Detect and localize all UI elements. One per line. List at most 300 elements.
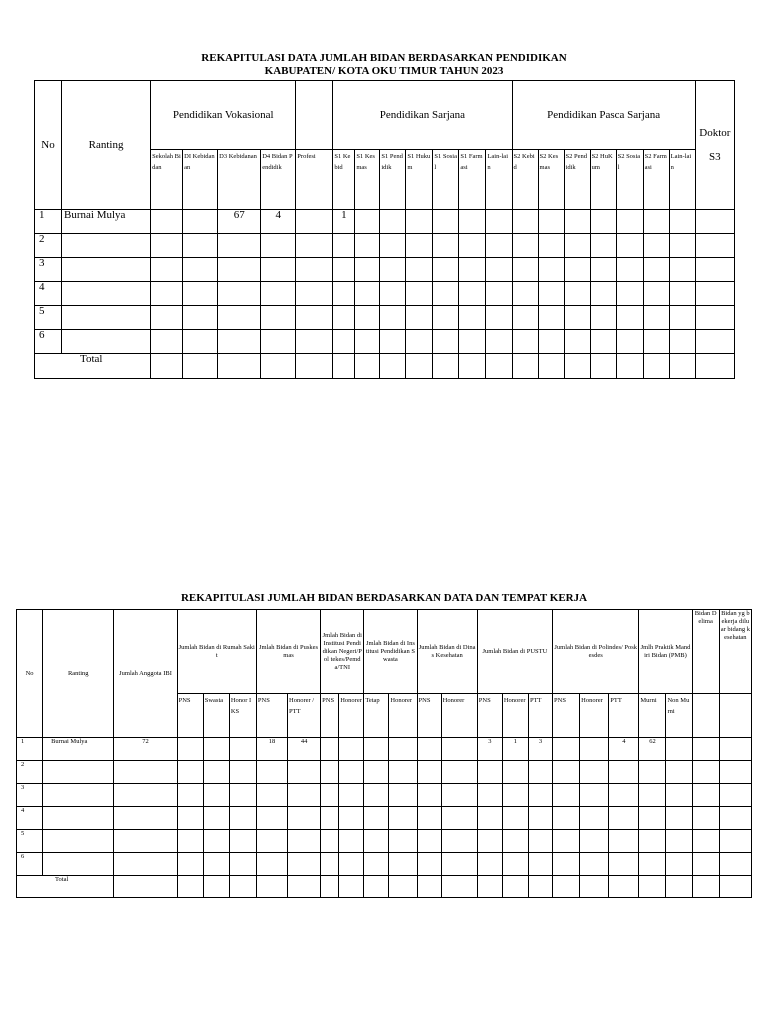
cell-d3	[218, 330, 261, 354]
cell-d4	[261, 282, 296, 306]
cell-pol-ptt	[609, 761, 639, 784]
cell-luar	[719, 830, 751, 853]
t2-ranting-header: Ranting	[43, 610, 114, 738]
cell-s1-pendidik	[380, 210, 406, 234]
cell-rs-pns	[177, 853, 203, 876]
cell-s1-kebid	[333, 234, 355, 258]
cell-pustu-ptt	[528, 830, 552, 853]
cell-s1-kesmas	[355, 258, 380, 282]
cell-pmb-non	[666, 738, 692, 761]
cell-pmb-murni	[639, 761, 666, 784]
cell-luar	[719, 738, 751, 761]
cell-neg-honor	[339, 853, 364, 876]
subheader-profesi: Profesi	[296, 150, 333, 210]
cell-sw-tetap	[364, 807, 389, 830]
cell-d4	[261, 330, 296, 354]
cell-d3	[218, 258, 261, 282]
cell-s1-farmasi	[459, 282, 486, 306]
cell-ranting	[43, 830, 114, 853]
cell-pol-honor	[580, 761, 609, 784]
total-cell	[333, 354, 355, 379]
table1-title-line1: REKAPITULASI DATA JUMLAH BIDAN BERDASARKAN PENDIDIKAN	[201, 52, 567, 64]
total-cell	[218, 354, 261, 379]
total-cell	[177, 876, 203, 898]
cell-s2-kebid	[512, 330, 538, 354]
cell-sw-tetap	[364, 738, 389, 761]
cell-pusk-honor: 44	[288, 738, 321, 761]
s3-label: S3	[709, 151, 721, 163]
cell-pustu-pns	[477, 853, 502, 876]
cell-pusk-pns	[256, 853, 287, 876]
total-cell	[417, 876, 441, 898]
cell-rs-swasta	[203, 784, 229, 807]
table-row	[17, 784, 752, 807]
cell-no: 6	[35, 330, 62, 354]
cell-di	[183, 282, 218, 306]
cell-pol-honor	[580, 830, 609, 853]
t2-sub-swasta-honorer: Honorer	[389, 694, 417, 738]
cell-s1-pendidik	[380, 282, 406, 306]
cell-s2-lain	[669, 258, 695, 282]
cell-sw-honor	[389, 830, 417, 853]
cell-pol-pns	[553, 738, 580, 761]
cell-s1-hukum	[406, 234, 433, 258]
cell-pmb-non	[666, 761, 692, 784]
cell-s1-farmasi	[459, 258, 486, 282]
cell-profesi	[296, 306, 333, 330]
cell-s2-pendidik	[564, 210, 590, 234]
cell-s1-pendidik	[380, 234, 406, 258]
t2-institusi-swasta-header: Jmlah Bidan di Institusi Pendidikan Swasta	[364, 610, 417, 694]
cell-neg-honor	[339, 761, 364, 784]
subheader-s2-kebid: S2 Kebid	[512, 150, 538, 210]
cell-s2-kebid	[512, 258, 538, 282]
cell-pol-pns	[553, 830, 580, 853]
cell-pusk-pns	[256, 761, 287, 784]
cell-s1-lain	[486, 258, 512, 282]
total-cell	[553, 876, 580, 898]
t2-sub-pustu-pns: PNS	[477, 694, 502, 738]
subheader-s2-farmasi: S2 Farmasi	[643, 150, 669, 210]
total-cell	[695, 354, 734, 379]
cell-pustu-honor	[502, 830, 528, 853]
cell-s1-kesmas	[355, 210, 380, 234]
total-cell	[609, 876, 639, 898]
doktor-label: Doktor	[699, 127, 731, 139]
total-cell	[389, 876, 417, 898]
total-cell	[296, 354, 333, 379]
table-row	[35, 330, 735, 354]
cell-anggota	[114, 807, 177, 830]
cell-pol-pns	[553, 807, 580, 830]
cell-rs-pns	[177, 807, 203, 830]
cell-neg-honor	[339, 807, 364, 830]
cell-pusk-honor	[288, 784, 321, 807]
cell-din-honor	[441, 807, 477, 830]
cell-s1-lain	[486, 210, 512, 234]
cell-pol-honor	[580, 853, 609, 876]
cell-s1-hukum	[406, 210, 433, 234]
cell-s1-lain	[486, 282, 512, 306]
total-cell	[512, 354, 538, 379]
vokasional-header: Pendidikan Vokasional	[151, 81, 296, 150]
cell-s2-kesmas	[538, 234, 564, 258]
cell-pol-ptt: 4	[609, 738, 639, 761]
cell-pmb-non	[666, 853, 692, 876]
total-cell	[639, 876, 666, 898]
subheader-s2-sosial: S2 Sosial	[616, 150, 643, 210]
cell-s1-pendidik	[380, 330, 406, 354]
cell-sw-honor	[389, 784, 417, 807]
table-row	[17, 761, 752, 784]
t2-sub-delima	[692, 694, 719, 738]
cell-no: 5	[35, 306, 62, 330]
cell-d4	[261, 234, 296, 258]
t2-pmb-header: Jmlh Praktik Mandiri Bidan (PMB)	[639, 610, 692, 694]
cell-no: 2	[35, 234, 62, 258]
subheader-s2-kesmas: S2 Kesmas	[538, 150, 564, 210]
total-label: Total	[35, 354, 151, 379]
t2-sub-pmb-non-murni: Non Murni	[666, 694, 692, 738]
cell-pusk-honor	[288, 807, 321, 830]
cell-d4	[261, 258, 296, 282]
cell-delima	[692, 761, 719, 784]
cell-ranting	[43, 784, 114, 807]
cell-pmb-murni	[639, 853, 666, 876]
cell-s1-kebid	[333, 306, 355, 330]
cell-din-honor	[441, 830, 477, 853]
cell-profesi	[296, 210, 333, 234]
cell-delima	[692, 807, 719, 830]
cell-s2-hukum	[590, 258, 616, 282]
cell-rs-honor	[229, 761, 256, 784]
cell-pustu-pns	[477, 830, 502, 853]
cell-neg-pns	[321, 807, 339, 830]
cell-no: 1	[35, 210, 62, 234]
cell-sw-tetap	[364, 784, 389, 807]
cell-s2-lain	[669, 306, 695, 330]
cell-neg-pns	[321, 853, 339, 876]
cell-d4	[261, 306, 296, 330]
cell-s1-kebid	[333, 258, 355, 282]
cell-pmb-non	[666, 784, 692, 807]
table-row	[17, 830, 752, 853]
cell-ranting: Burnai Mulya	[43, 738, 114, 761]
cell-pusk-honor	[288, 853, 321, 876]
cell-s1-farmasi	[459, 210, 486, 234]
cell-rs-pns	[177, 761, 203, 784]
cell-s2-farmasi	[643, 210, 669, 234]
cell-s1-sosial	[433, 258, 459, 282]
cell-din-honor	[441, 853, 477, 876]
cell-neg-pns	[321, 830, 339, 853]
cell-no: 4	[17, 807, 43, 830]
cell-di	[183, 210, 218, 234]
doktor-header	[695, 81, 734, 210]
cell-sekolah-bidan	[151, 282, 183, 306]
cell-s1-hukum	[406, 330, 433, 354]
cell-doktor	[695, 234, 734, 258]
t2-luar-header: Bidan yg bekerja diluar bidang kesehatan	[719, 610, 751, 694]
cell-rs-pns	[177, 738, 203, 761]
cell-pmb-murni	[639, 784, 666, 807]
total-cell	[477, 876, 502, 898]
cell-ranting	[43, 807, 114, 830]
total-cell	[114, 876, 177, 898]
total-cell	[406, 354, 433, 379]
cell-ranting	[43, 761, 114, 784]
cell-rs-swasta	[203, 761, 229, 784]
subheader-d3-kebidanan: D3 Kebidanan	[218, 150, 261, 210]
cell-s1-kebid	[333, 330, 355, 354]
cell-pusk-pns	[256, 830, 287, 853]
total-cell	[528, 876, 552, 898]
cell-s2-farmasi	[643, 258, 669, 282]
total-cell	[590, 354, 616, 379]
cell-pmb-murni	[639, 830, 666, 853]
cell-s2-pendidik	[564, 282, 590, 306]
total-cell	[692, 876, 719, 898]
cell-s1-sosial	[433, 306, 459, 330]
cell-neg-pns	[321, 784, 339, 807]
t2-delima-header: Bidan Delima	[692, 610, 719, 694]
education-recap-table	[34, 80, 735, 379]
t2-sub-pustu-honorer: Honorer	[502, 694, 528, 738]
cell-s2-kebid	[512, 282, 538, 306]
cell-s2-hukum	[590, 210, 616, 234]
cell-sw-honor	[389, 807, 417, 830]
cell-s1-pendidik	[380, 258, 406, 282]
cell-pustu-pns	[477, 807, 502, 830]
cell-ranting	[62, 282, 151, 306]
total-row	[17, 876, 752, 898]
cell-profesi	[296, 282, 333, 306]
table-row	[35, 210, 735, 234]
cell-luar	[719, 853, 751, 876]
cell-s2-pendidik	[564, 306, 590, 330]
cell-anggota	[114, 830, 177, 853]
t2-sub-rs-swasta: Swasta	[203, 694, 229, 738]
total-cell	[380, 354, 406, 379]
table-row	[35, 306, 735, 330]
total-cell	[719, 876, 751, 898]
cell-s2-sosial	[616, 258, 643, 282]
cell-s2-kebid	[512, 234, 538, 258]
cell-pusk-honor	[288, 761, 321, 784]
cell-s2-sosial	[616, 282, 643, 306]
cell-s1-sosial	[433, 282, 459, 306]
cell-pustu-ptt	[528, 784, 552, 807]
cell-s1-sosial	[433, 234, 459, 258]
cell-s1-hukum	[406, 258, 433, 282]
total-cell	[486, 354, 512, 379]
cell-pol-ptt	[609, 807, 639, 830]
total-cell	[433, 354, 459, 379]
t2-sub-pmb-murni: Murni	[639, 694, 666, 738]
cell-s2-lain	[669, 282, 695, 306]
cell-s2-pendidik	[564, 258, 590, 282]
cell-profesi	[296, 330, 333, 354]
cell-rs-pns	[177, 830, 203, 853]
total-cell	[203, 876, 229, 898]
cell-s2-kesmas	[538, 282, 564, 306]
table1-title	[0, 52, 768, 78]
table-row	[17, 738, 752, 761]
no-header: No	[35, 81, 62, 210]
cell-neg-honor	[339, 784, 364, 807]
cell-s1-kebid: 1	[333, 210, 355, 234]
total-cell	[564, 354, 590, 379]
total-cell	[669, 354, 695, 379]
cell-s2-pendidik	[564, 330, 590, 354]
t2-sub-pol-honorer: Honorer	[580, 694, 609, 738]
cell-no: 2	[17, 761, 43, 784]
cell-ranting: Burnai Mulya	[62, 210, 151, 234]
cell-sw-tetap	[364, 761, 389, 784]
cell-profesi	[296, 258, 333, 282]
t2-sub-pol-pns: PNS	[553, 694, 580, 738]
subheader-d4-bidan-pendidik: D4 Bidan Pendidik	[261, 150, 296, 210]
cell-pmb-non	[666, 807, 692, 830]
cell-sekolah-bidan	[151, 330, 183, 354]
cell-s2-kesmas	[538, 210, 564, 234]
cell-rs-honor	[229, 784, 256, 807]
cell-s2-kesmas	[538, 258, 564, 282]
cell-luar	[719, 761, 751, 784]
cell-s2-farmasi	[643, 282, 669, 306]
cell-s1-kesmas	[355, 282, 380, 306]
cell-rs-honor	[229, 853, 256, 876]
t2-pustu-header: Jumlah Bidan di PUSTU	[477, 610, 552, 694]
cell-din-honor	[441, 784, 477, 807]
cell-d3: 67	[218, 210, 261, 234]
cell-s2-sosial	[616, 330, 643, 354]
cell-pol-ptt	[609, 853, 639, 876]
cell-rs-honor	[229, 807, 256, 830]
cell-s2-kebid	[512, 306, 538, 330]
cell-rs-pns	[177, 784, 203, 807]
cell-pusk-pns	[256, 807, 287, 830]
cell-pmb-murni: 62	[639, 738, 666, 761]
total-cell	[355, 354, 380, 379]
cell-s1-farmasi	[459, 234, 486, 258]
cell-sekolah-bidan	[151, 234, 183, 258]
t2-sub-pusk-pns: PNS	[256, 694, 287, 738]
cell-din-pns	[417, 807, 441, 830]
cell-s2-kesmas	[538, 306, 564, 330]
cell-pol-honor	[580, 807, 609, 830]
cell-rs-swasta	[203, 738, 229, 761]
cell-pustu-ptt: 3	[528, 738, 552, 761]
cell-pol-pns	[553, 761, 580, 784]
cell-profesi	[296, 234, 333, 258]
cell-doktor	[695, 306, 734, 330]
total-cell	[538, 354, 564, 379]
cell-s2-hukum	[590, 234, 616, 258]
cell-d3	[218, 306, 261, 330]
cell-d3	[218, 234, 261, 258]
cell-pustu-honor	[502, 761, 528, 784]
cell-sekolah-bidan	[151, 210, 183, 234]
cell-din-honor	[441, 738, 477, 761]
cell-s2-lain	[669, 234, 695, 258]
total-label: Total	[17, 876, 114, 898]
cell-ranting	[62, 258, 151, 282]
cell-delima	[692, 830, 719, 853]
subheader-s1-kesmas: S1 Kesmas	[355, 150, 380, 210]
cell-ranting	[62, 330, 151, 354]
cell-pusk-pns	[256, 784, 287, 807]
cell-s2-farmasi	[643, 330, 669, 354]
t2-sub-dinkes-pns: PNS	[417, 694, 441, 738]
cell-pustu-pns	[477, 761, 502, 784]
subheader-s1-hukum: S1 Hukum	[406, 150, 433, 210]
cell-rs-swasta	[203, 853, 229, 876]
t2-sub-pol-ptt: PTT	[609, 694, 639, 738]
cell-s2-pendidik	[564, 234, 590, 258]
table-row	[35, 282, 735, 306]
table-row	[35, 234, 735, 258]
cell-sekolah-bidan	[151, 306, 183, 330]
cell-s2-sosial	[616, 234, 643, 258]
cell-ranting	[43, 853, 114, 876]
sarjana-header: Pendidikan Sarjana	[333, 81, 512, 150]
cell-pustu-pns: 3	[477, 738, 502, 761]
cell-s2-lain	[669, 210, 695, 234]
cell-pustu-ptt	[528, 807, 552, 830]
subheader-s2-pendidik: S2 Pendidik	[564, 150, 590, 210]
cell-rs-swasta	[203, 830, 229, 853]
cell-pustu-honor	[502, 784, 528, 807]
total-cell	[151, 354, 183, 379]
cell-di	[183, 234, 218, 258]
total-cell	[339, 876, 364, 898]
t2-puskesmas-header: Jmlah Bidan di Puskesmas	[256, 610, 320, 694]
cell-din-pns	[417, 738, 441, 761]
cell-s2-hukum	[590, 330, 616, 354]
cell-pustu-honor	[502, 853, 528, 876]
cell-no: 3	[35, 258, 62, 282]
subheader-s1-lain-lain: Lain-lain	[486, 150, 512, 210]
t2-anggota-header: Jumlah Anggota IBI	[114, 610, 177, 738]
cell-neg-pns	[321, 738, 339, 761]
cell-no: 3	[17, 784, 43, 807]
table-row	[35, 258, 735, 282]
total-cell	[441, 876, 477, 898]
cell-neg-honor	[339, 738, 364, 761]
cell-ranting	[62, 306, 151, 330]
subheader-s1-pendidik: S1 Pendidik	[380, 150, 406, 210]
cell-s2-kesmas	[538, 330, 564, 354]
cell-s2-farmasi	[643, 234, 669, 258]
cell-pol-pns	[553, 784, 580, 807]
cell-s2-lain	[669, 330, 695, 354]
cell-s1-lain	[486, 234, 512, 258]
total-cell	[256, 876, 287, 898]
total-cell	[666, 876, 692, 898]
cell-din-pns	[417, 853, 441, 876]
total-cell	[643, 354, 669, 379]
cell-anggota	[114, 761, 177, 784]
cell-neg-pns	[321, 761, 339, 784]
cell-s1-hukum	[406, 306, 433, 330]
subheader-sekolah-bidan: Sekolah Bidan	[151, 150, 183, 210]
cell-ranting	[62, 234, 151, 258]
cell-s2-farmasi	[643, 306, 669, 330]
cell-s2-sosial	[616, 210, 643, 234]
cell-delima	[692, 853, 719, 876]
cell-pustu-ptt	[528, 853, 552, 876]
